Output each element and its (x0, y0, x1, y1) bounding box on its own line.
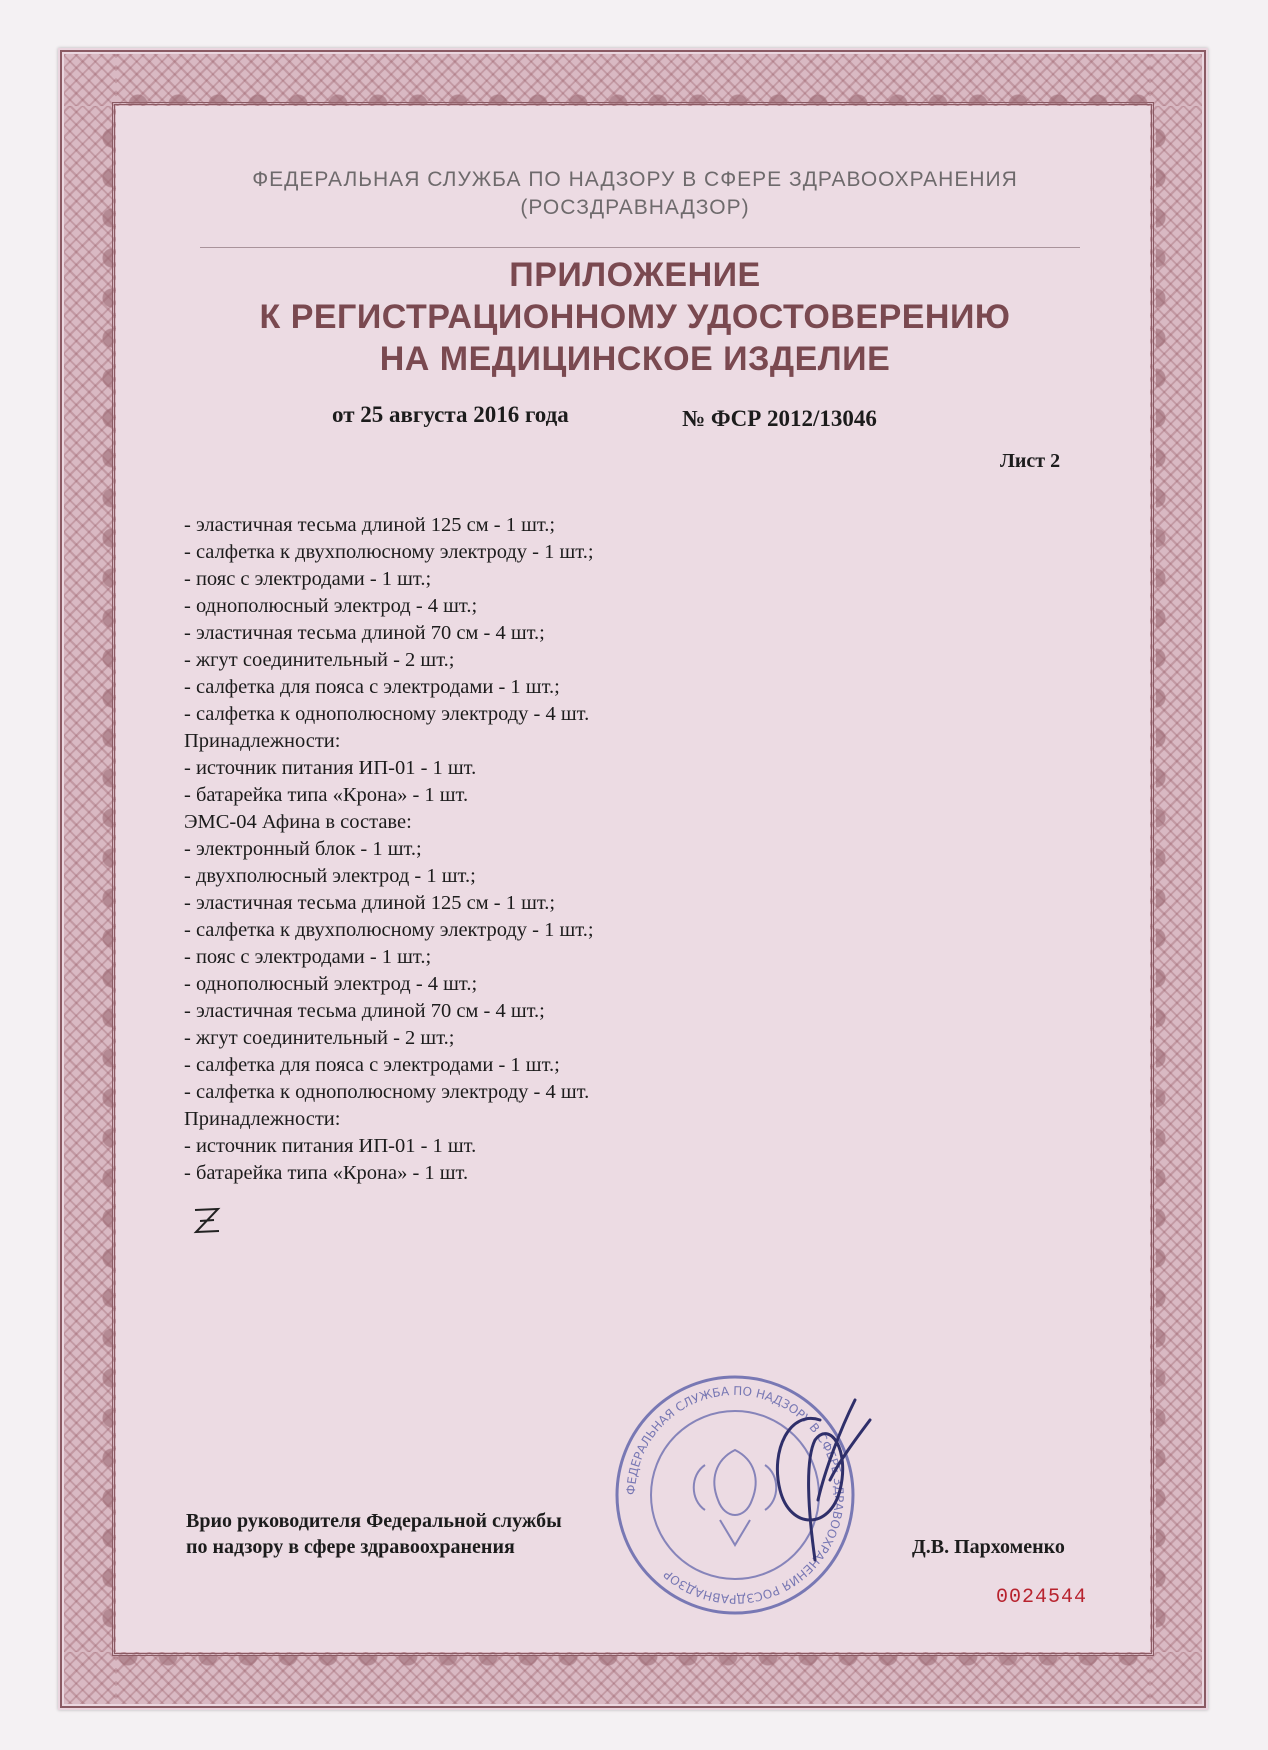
list-item: - источник питания ИП-01 - 1 шт. (184, 757, 477, 779)
list-item: - пояс с электродами - 1 шт.; (184, 946, 432, 968)
end-mark-z (192, 1206, 222, 1236)
list-item: - пояс с электродами - 1 шт.; (184, 568, 432, 590)
header-divider (200, 247, 1080, 248)
title-line-3: НА МЕДИЦИНСКОЕ ИЗДЕЛИЕ (379, 340, 891, 378)
list-item: - салфетка к двухполюсному электроду - 1 шт.; (184, 919, 594, 941)
list-item: Принадлежности: (184, 730, 341, 752)
list-item: - эластичная тесьма длиной 70 см - 4 шт.; (184, 1000, 545, 1022)
ornament-left (92, 118, 112, 1638)
list-item: - однополюсный электрод - 4 шт.; (184, 973, 478, 995)
document-title (140, 254, 1130, 380)
list-item: Принадлежности: (184, 1108, 341, 1130)
signer-name: Д.В. Пархоменко (912, 1536, 1065, 1558)
list-item: - двухполюсный электрод - 1 шт.; (184, 865, 476, 887)
list-item: - эластичная тесьма длиной 125 см - 1 шт.; (184, 892, 556, 914)
list-item: - жгут соединительный - 2 шт.; (184, 1027, 455, 1049)
agency-name (140, 166, 1130, 222)
sheet-number: Лист 2 (1000, 450, 1061, 472)
signer-position-line-2: по надзору в сфере здравоохранения (186, 1536, 515, 1558)
registration-number: № ФСР 2012/13046 (682, 406, 877, 431)
handwritten-signature (760, 1380, 880, 1570)
signer-position-line-1: Врио руководителя Федеральной службы (186, 1510, 562, 1532)
list-item: - источник питания ИП-01 - 1 шт. (184, 1135, 477, 1157)
agency-line-1: ФЕДЕРАЛЬНАЯ СЛУЖБА ПО НАДЗОРУ В СФЕРЕ ЗДРАВООХРАНЕНИЯ (252, 168, 1018, 191)
issue-date: от 25 августа 2016 года (332, 402, 569, 427)
list-item: - салфетка к однополюсному электроду - 4 шт. (184, 1081, 590, 1103)
list-item: - эластичная тесьма длиной 70 см - 4 шт.; (184, 622, 545, 644)
list-item: ЭМС-04 Афина в составе: (184, 811, 412, 833)
list-item: - жгут соединительный - 2 шт.; (184, 649, 455, 671)
title-line-1: ПРИЛОЖЕНИЕ (509, 256, 761, 294)
agency-line-2: (РОСЗДРАВНАДЗОР) (520, 196, 750, 219)
ornament-top (118, 84, 1148, 104)
list-item: - салфетка к однополюсному электроду - 4 шт. (184, 703, 590, 725)
list-item: - салфетка для пояса с электродами - 1 шт.; (184, 676, 560, 698)
list-item: - батарейка типа «Крона» - 1 шт. (184, 784, 469, 806)
seal-text: ФЕДЕРАЛЬНАЯ СЛУЖБА ПО НАДЗОРУ В СФЕРЕ ЗДРАВООХРАНЕНИЯ РОСЗДРАВНАДЗОР (623, 1383, 847, 1607)
component-list (184, 512, 594, 1187)
list-item: - электронный блок - 1 шт.; (184, 838, 422, 860)
signer-position (186, 1508, 562, 1560)
ornament-right (1156, 118, 1176, 1638)
list-item: - салфетка к двухполюсному электроду - 1 шт.; (184, 541, 594, 563)
list-item: - однополюсный электрод - 4 шт.; (184, 595, 478, 617)
list-item: - батарейка типа «Крона» - 1 шт. (184, 1162, 469, 1184)
list-item: - эластичная тесьма длиной 125 см - 1 шт.; (184, 514, 556, 536)
ornament-bottom (118, 1656, 1148, 1676)
list-item: - салфетка для пояса с электродами - 1 шт.; (184, 1054, 560, 1076)
title-line-2: К РЕГИСТРАЦИОННОМУ УДОСТОВЕРЕНИЮ (259, 298, 1011, 336)
form-serial-number: 0024544 (996, 1586, 1088, 1609)
